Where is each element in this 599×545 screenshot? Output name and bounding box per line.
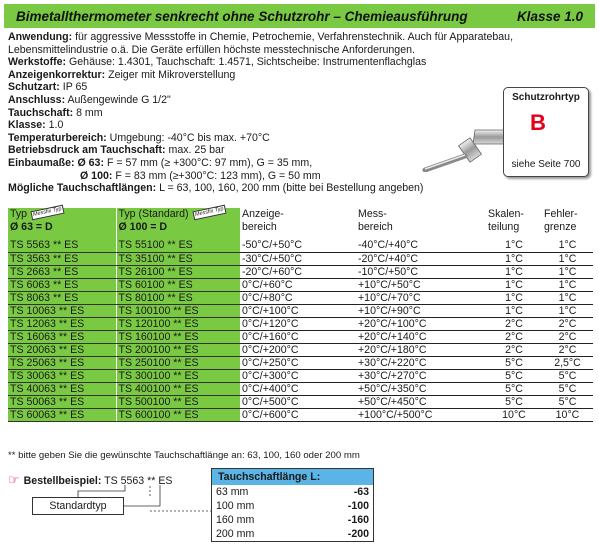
cell-anzeigebereich: 0°C/+100°C	[240, 304, 356, 317]
table-row	[8, 356, 593, 369]
length-box-title: Tauchschaftlänge L:	[212, 469, 373, 485]
typebox-ref: siehe Seite 700	[511, 159, 581, 170]
cell-messbereich: +20°C/+180°C	[356, 343, 486, 356]
messfix-badge: Messfix Typ	[31, 205, 65, 221]
cell-skalenteilung: 1°C	[486, 252, 542, 265]
length-value: 200 mm	[216, 528, 255, 540]
cell-messbereich: -20°C/+40°C	[356, 252, 486, 265]
cell-messbereich: -10°C/+50°C	[356, 265, 486, 278]
spec-laengen: Mögliche Tauchschaftlängen: L = 63, 100, 160, 200 mm (bitte bei Bestellung angeben)	[8, 182, 424, 195]
header-skalenteilung: Skalen- teilung	[488, 208, 524, 233]
cell-anzeigebereich: 0°C/+300°C	[240, 369, 356, 382]
order-example: ☞ Bestellbeispiel: TS 5563 ** ES	[8, 472, 173, 487]
spec-anwendung: Anwendung: für aggressive Messstoffe in Chemie, Petrochemie, Verfahrenstechnik. Auch für Apparatebau, Lebensmittelindustrie o.ä. Die Geräte erfüllen höchste messtechnische Anforderungen.	[8, 31, 514, 56]
cell-messbereich: -40°C/+40°C	[356, 239, 486, 252]
cell-typ-63: TS 5563 ** ES	[8, 239, 116, 252]
table-row	[8, 395, 593, 408]
spec-tauchschaft: Tauchschaft: 8 mm	[8, 106, 103, 119]
cell-anzeigebereich: -30°C/+50°C	[240, 252, 356, 265]
cell-fehlergrenze: 1°C	[542, 291, 593, 304]
cell-messbereich: +30°C/+270°C	[356, 369, 486, 382]
length-value: 100 mm	[216, 500, 255, 512]
spec-schutzart: Schutzart: IP 65	[8, 81, 88, 94]
cell-typ-63: TS 10063 ** ES	[8, 304, 116, 317]
cell-fehlergrenze: 1°C	[542, 239, 593, 252]
cell-typ-100: TS 250100 ** ES	[116, 356, 240, 369]
cell-fehlergrenze: 1°C	[542, 304, 593, 317]
spec-einbau-100: Ø 100: F = 83 mm (≥+300°C: 123 mm), G = 50 mm	[80, 169, 321, 182]
cell-typ-63: TS 50063 ** ES	[8, 395, 116, 408]
cell-typ-100: TS 35100 ** ES	[116, 252, 240, 265]
cell-skalenteilung: 2°C	[486, 330, 542, 343]
product-table	[8, 208, 593, 422]
cell-typ-100: TS 300100 ** ES	[116, 369, 240, 382]
spec-druck: Betriebsdruck am Tauchschaft: max. 25 bar	[8, 144, 225, 157]
spec-temperatur: Temperaturbereich: Umgebung: -40°C bis max. +70°C	[8, 131, 270, 144]
cell-messbereich: +30°C/+220°C	[356, 356, 486, 369]
cell-typ-63: TS 30063 ** ES	[8, 369, 116, 382]
length-row	[212, 527, 373, 541]
table-row	[8, 330, 593, 343]
cell-skalenteilung: 1°C	[486, 239, 542, 252]
cell-fehlergrenze: 1°C	[542, 252, 593, 265]
cell-typ-100: TS 160100 ** ES	[116, 330, 240, 343]
cell-fehlergrenze: 5°C	[542, 395, 593, 408]
cell-anzeigebereich: 0°C/+400°C	[240, 382, 356, 395]
cell-anzeigebereich: 0°C/+160°C	[240, 330, 356, 343]
cell-skalenteilung: 5°C	[486, 356, 542, 369]
length-code: -100	[347, 500, 369, 512]
cell-fehlergrenze: 1°C	[542, 278, 593, 291]
cell-typ-63: TS 60063 ** ES	[8, 408, 116, 421]
cell-typ-100: TS 400100 ** ES	[116, 382, 240, 395]
cell-typ-100: TS 26100 ** ES	[116, 265, 240, 278]
cell-typ-63: TS 2663 ** ES	[8, 265, 116, 278]
length-row	[212, 485, 373, 499]
cell-fehlergrenze: 5°C	[542, 369, 593, 382]
cell-fehlergrenze: 10°C	[542, 408, 593, 421]
spec-einbau-63: Einbaumaße: Ø 63: F = 57 mm (≥ +300°C: 97 mm), G = 35 mm,	[8, 156, 313, 169]
title-bar	[4, 4, 595, 28]
length-code: -63	[353, 486, 369, 498]
order-example-code: TS 5563 ** ES	[104, 475, 173, 487]
standardtyp-box: Standardtyp	[32, 497, 124, 515]
cell-messbereich: +50°C/+450°C	[356, 395, 486, 408]
cell-typ-63: TS 6063 ** ES	[8, 278, 116, 291]
header-anzeigebereich: Anzeige- bereich	[242, 208, 284, 233]
cell-fehlergrenze: 2°C	[542, 317, 593, 330]
page-title: Bimetallthermometer senkrecht ohne Schutzrohr – Chemieausführung	[16, 8, 468, 24]
cell-typ-63: TS 12063 ** ES	[8, 317, 116, 330]
header-typ-100: Typ (Standard) Messfix Typ Ø 100 = D	[116, 208, 240, 239]
schutzrohrtyp-box	[503, 87, 589, 177]
spec-anzeige: Anzeigenkorrektur: Zeiger mit Mikroverstellung	[8, 68, 236, 81]
table-row	[8, 408, 593, 421]
cell-fehlergrenze: 2°C	[542, 330, 593, 343]
messfix-badge: Messfix Typ	[192, 205, 226, 221]
cell-anzeigebereich: 0°C/+250°C	[240, 356, 356, 369]
table-row	[8, 382, 593, 395]
cell-anzeigebereich: 0°C/+600°C	[240, 408, 356, 421]
spec-klasse: Klasse: 1.0	[8, 119, 64, 132]
pointing-hand-icon: ☞	[8, 472, 20, 487]
cell-skalenteilung: 1°C	[486, 265, 542, 278]
table-row	[8, 278, 593, 291]
cell-messbereich: +20°C/+140°C	[356, 330, 486, 343]
cell-skalenteilung: 2°C	[486, 317, 542, 330]
footnote: ** bitte geben Sie die gewünschte Tauchschaftlänge an: 63, 100, 160 oder 200 mm	[8, 450, 360, 461]
cell-messbereich: +50°C/+350°C	[356, 382, 486, 395]
cell-skalenteilung: 10°C	[486, 408, 542, 421]
table-header-row	[8, 208, 593, 239]
cell-anzeigebereich: 0°C/+80°C	[240, 291, 356, 304]
cell-anzeigebereich: -20°C/+60°C	[240, 265, 356, 278]
cell-typ-63: TS 25063 ** ES	[8, 356, 116, 369]
table-row	[8, 369, 593, 382]
typebox-title: Schutzrohrtyp	[512, 92, 580, 103]
cell-messbereich: +100°C/+500°C	[356, 408, 486, 421]
class-label: Klasse 1.0	[516, 8, 583, 24]
cell-messbereich: +10°C/+90°C	[356, 304, 486, 317]
length-value: 63 mm	[216, 486, 249, 498]
table-row	[8, 291, 593, 304]
cell-skalenteilung: 5°C	[486, 369, 542, 382]
table-row	[8, 239, 593, 252]
cell-anzeigebereich: 0°C/+120°C	[240, 317, 356, 330]
cell-typ-100: TS 60100 ** ES	[116, 278, 240, 291]
cell-anzeigebereich: -50°C/+50°C	[240, 239, 356, 252]
cell-fehlergrenze: 5°C	[542, 382, 593, 395]
cell-fehlergrenze: 2,5°C	[542, 356, 593, 369]
table-row	[8, 265, 593, 278]
cell-messbereich: +10°C/+70°C	[356, 291, 486, 304]
typebox-letter: B	[530, 110, 546, 135]
length-code: -160	[347, 514, 369, 526]
length-value: 160 mm	[216, 514, 255, 526]
spec-anschluss: Anschluss: Außengewinde G 1/2"	[8, 93, 171, 106]
cell-typ-100: TS 600100 ** ES	[116, 408, 240, 421]
cell-typ-100: TS 100100 ** ES	[116, 304, 240, 317]
cell-typ-63: TS 8063 ** ES	[8, 291, 116, 304]
cell-messbereich: +20°C/+100°C	[356, 317, 486, 330]
table-row	[8, 252, 593, 265]
cell-messbereich: +10°C/+50°C	[356, 278, 486, 291]
cell-typ-63: TS 20063 ** ES	[8, 343, 116, 356]
cell-fehlergrenze: 1°C	[542, 265, 593, 278]
cell-typ-63: TS 3563 ** ES	[8, 252, 116, 265]
header-messbereich: Mess- bereich	[358, 208, 393, 233]
length-row	[212, 513, 373, 527]
cell-typ-100: TS 500100 ** ES	[116, 395, 240, 408]
length-row	[212, 499, 373, 513]
table-row	[8, 304, 593, 317]
cell-skalenteilung: 1°C	[486, 278, 542, 291]
table-row	[8, 317, 593, 330]
cell-typ-100: TS 120100 ** ES	[116, 317, 240, 330]
cell-typ-63: TS 16063 ** ES	[8, 330, 116, 343]
cell-skalenteilung: 1°C	[486, 304, 542, 317]
cell-anzeigebereich: 0°C/+500°C	[240, 395, 356, 408]
cell-typ-100: TS 80100 ** ES	[116, 291, 240, 304]
cell-anzeigebereich: 0°C/+200°C	[240, 343, 356, 356]
header-fehlergrenze: Fehler- grenze	[544, 208, 578, 233]
length-code: -200	[347, 528, 369, 540]
cell-anzeigebereich: 0°C/+60°C	[240, 278, 356, 291]
tauchschaft-length-box	[211, 468, 374, 542]
cell-skalenteilung: 5°C	[486, 395, 542, 408]
cell-typ-63: TS 40063 ** ES	[8, 382, 116, 395]
cell-skalenteilung: 2°C	[486, 343, 542, 356]
cell-skalenteilung: 1°C	[486, 291, 542, 304]
cell-skalenteilung: 5°C	[486, 382, 542, 395]
cell-fehlergrenze: 2°C	[542, 343, 593, 356]
cell-typ-100: TS 200100 ** ES	[116, 343, 240, 356]
cell-typ-100: TS 55100 ** ES	[116, 239, 240, 252]
header-typ-63: Typ Messfix Typ Ø 63 = D	[8, 208, 116, 239]
table-row	[8, 343, 593, 356]
spec-werkstoffe: Werkstoffe: Gehäuse: 1.4301, Tauchschaft: 1.4571, Sichtscheibe: Instrumentenflachglas	[8, 56, 427, 69]
